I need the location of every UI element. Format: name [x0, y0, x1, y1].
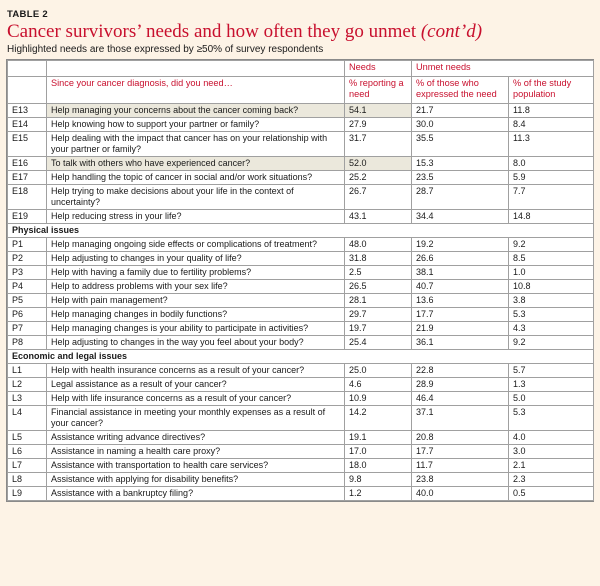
table-row: [8, 336, 594, 350]
table-subtitle: Highlighted needs are those expressed by ≥50% of survey respondents: [7, 44, 324, 55]
row-pct-unmet-expressed: 21.9: [412, 322, 509, 336]
table-row: [8, 445, 594, 459]
row-pct-unmet-expressed: 21.7: [412, 104, 509, 118]
row-pct-unmet-expressed: 34.4: [412, 210, 509, 224]
row-pct-need: 10.9: [345, 392, 412, 406]
table-row: [8, 392, 594, 406]
row-pct-need: 17.0: [345, 445, 412, 459]
row-pct-population: 8.5: [509, 252, 594, 266]
needs-table: [7, 60, 594, 501]
row-question: Financial assistance in meeting your monthly expenses as a result of your cancer?: [47, 406, 345, 431]
table-row: [8, 406, 594, 431]
row-pct-unmet-expressed: 13.6: [412, 294, 509, 308]
table-label: TABLE 2: [7, 9, 48, 20]
row-pct-need: 52.0: [345, 157, 412, 171]
row-pct-population: 14.8: [509, 210, 594, 224]
row-id: L3: [8, 392, 47, 406]
row-pct-unmet-expressed: 40.0: [412, 487, 509, 501]
row-pct-population: 3.0: [509, 445, 594, 459]
table-row: [8, 364, 594, 378]
row-pct-population: 3.8: [509, 294, 594, 308]
row-id: L9: [8, 487, 47, 501]
row-pct-unmet-expressed: 15.3: [412, 157, 509, 171]
table-row: [8, 487, 594, 501]
table-row: [8, 185, 594, 210]
row-pct-need: 25.2: [345, 171, 412, 185]
row-pct-need: 29.7: [345, 308, 412, 322]
row-pct-population: 1.3: [509, 378, 594, 392]
section-title: Economic and legal issues: [8, 350, 594, 364]
row-pct-population: 5.3: [509, 308, 594, 322]
header-empty-question: [47, 61, 345, 77]
table-title-contd: (cont’d): [420, 21, 483, 42]
row-id: L7: [8, 459, 47, 473]
table-row: [8, 378, 594, 392]
row-pct-need: 4.6: [345, 378, 412, 392]
row-pct-need: 26.5: [345, 280, 412, 294]
section-header-row: [8, 350, 594, 364]
row-id: L2: [8, 378, 47, 392]
row-id: L8: [8, 473, 47, 487]
row-pct-unmet-expressed: 38.1: [412, 266, 509, 280]
row-pct-unmet-expressed: 28.9: [412, 378, 509, 392]
row-pct-need: 19.1: [345, 431, 412, 445]
row-pct-unmet-expressed: 28.7: [412, 185, 509, 210]
row-pct-need: 19.7: [345, 322, 412, 336]
row-question: Help managing changes is your ability to participate in activities?: [47, 322, 345, 336]
row-question: Help trying to make decisions about your life in the context of uncertainty?: [47, 185, 345, 210]
table-row: [8, 104, 594, 118]
header-pct-population: % of the study population: [509, 77, 594, 104]
row-pct-need: 25.0: [345, 364, 412, 378]
row-id: E13: [8, 104, 47, 118]
row-pct-need: 2.5: [345, 266, 412, 280]
row-pct-need: 18.0: [345, 459, 412, 473]
table-row: [8, 252, 594, 266]
row-id: L1: [8, 364, 47, 378]
row-id: E15: [8, 132, 47, 157]
row-pct-population: 4.0: [509, 431, 594, 445]
row-pct-unmet-expressed: 36.1: [412, 336, 509, 350]
row-question: Help with life insurance concerns as a result of your cancer?: [47, 392, 345, 406]
row-pct-population: 2.3: [509, 473, 594, 487]
row-question: Help managing your concerns about the cancer coming back?: [47, 104, 345, 118]
row-id: P5: [8, 294, 47, 308]
table-title-text: Cancer survivors’ needs and how often they go unmet: [7, 21, 417, 42]
row-pct-need: 27.9: [345, 118, 412, 132]
row-pct-need: 25.4: [345, 336, 412, 350]
row-id: L4: [8, 406, 47, 431]
row-pct-need: 31.7: [345, 132, 412, 157]
row-id: P2: [8, 252, 47, 266]
row-question: Help dealing with the impact that cancer has on your relationship with your partner or family?: [47, 132, 345, 157]
row-pct-population: 8.0: [509, 157, 594, 171]
row-pct-unmet-expressed: 30.0: [412, 118, 509, 132]
row-pct-need: 28.1: [345, 294, 412, 308]
row-pct-need: 9.8: [345, 473, 412, 487]
row-question: Help reducing stress in your life?: [47, 210, 345, 224]
table-row: [8, 132, 594, 157]
row-pct-unmet-expressed: 17.7: [412, 445, 509, 459]
row-question: Legal assistance as a result of your cancer?: [47, 378, 345, 392]
row-pct-population: 5.7: [509, 364, 594, 378]
table-frame: [6, 59, 594, 502]
row-question: Assistance writing advance directives?: [47, 431, 345, 445]
row-pct-population: 8.4: [509, 118, 594, 132]
row-pct-population: 11.8: [509, 104, 594, 118]
row-pct-unmet-expressed: 23.5: [412, 171, 509, 185]
row-id: P8: [8, 336, 47, 350]
row-question: Help with having a family due to fertility problems?: [47, 266, 345, 280]
row-id: E14: [8, 118, 47, 132]
row-pct-population: 5.0: [509, 392, 594, 406]
row-pct-unmet-expressed: 23.8: [412, 473, 509, 487]
row-pct-unmet-expressed: 20.8: [412, 431, 509, 445]
row-pct-unmet-expressed: 17.7: [412, 308, 509, 322]
row-pct-population: 10.8: [509, 280, 594, 294]
table-row: [8, 238, 594, 252]
row-question: Assistance with a bankruptcy filing?: [47, 487, 345, 501]
header-group-needs: Needs: [345, 61, 412, 77]
table-row: [8, 459, 594, 473]
row-id: E18: [8, 185, 47, 210]
table-row: [8, 210, 594, 224]
row-id: E19: [8, 210, 47, 224]
header-pct-unmet-expressed: % of those who expressed the need: [412, 77, 509, 104]
row-pct-population: 5.9: [509, 171, 594, 185]
row-pct-unmet-expressed: 46.4: [412, 392, 509, 406]
row-pct-population: 2.1: [509, 459, 594, 473]
row-question: Help adjusting to changes in the way you feel about your body?: [47, 336, 345, 350]
section-title: Physical issues: [8, 224, 594, 238]
row-pct-unmet-expressed: 22.8: [412, 364, 509, 378]
section-header-row: [8, 224, 594, 238]
row-question: Assistance in naming a health care proxy?: [47, 445, 345, 459]
row-pct-need: 14.2: [345, 406, 412, 431]
row-pct-population: 0.5: [509, 487, 594, 501]
row-id: P3: [8, 266, 47, 280]
header-group-unmet: Unmet needs: [412, 61, 594, 77]
row-id: P4: [8, 280, 47, 294]
row-pct-need: 31.8: [345, 252, 412, 266]
row-pct-population: 9.2: [509, 336, 594, 350]
row-pct-need: 48.0: [345, 238, 412, 252]
table-row: [8, 171, 594, 185]
header-empty-id: [8, 61, 47, 77]
row-pct-unmet-expressed: 35.5: [412, 132, 509, 157]
table-row: [8, 473, 594, 487]
row-pct-need: 54.1: [345, 104, 412, 118]
header-empty-id-2: [8, 77, 47, 104]
table-row: [8, 294, 594, 308]
row-id: L6: [8, 445, 47, 459]
header-question: Since your cancer diagnosis, did you need…: [47, 77, 345, 104]
table-row: [8, 266, 594, 280]
row-pct-unmet-expressed: 26.6: [412, 252, 509, 266]
row-id: P1: [8, 238, 47, 252]
row-pct-population: 1.0: [509, 266, 594, 280]
row-question: Help knowing how to support your partner or family?: [47, 118, 345, 132]
row-question: Help managing ongoing side effects or complications of treatment?: [47, 238, 345, 252]
row-pct-unmet-expressed: 19.2: [412, 238, 509, 252]
row-question: To talk with others who have experienced cancer?: [47, 157, 345, 171]
table-body: [8, 104, 594, 501]
row-pct-population: 4.3: [509, 322, 594, 336]
row-pct-need: 26.7: [345, 185, 412, 210]
row-id: L5: [8, 431, 47, 445]
row-pct-need: 43.1: [345, 210, 412, 224]
row-question: Assistance with transportation to health care services?: [47, 459, 345, 473]
row-id: E17: [8, 171, 47, 185]
row-question: Help handling the topic of cancer in social and/or work situations?: [47, 171, 345, 185]
row-question: Help with health insurance concerns as a result of your cancer?: [47, 364, 345, 378]
table-row: [8, 118, 594, 132]
row-pct-unmet-expressed: 40.7: [412, 280, 509, 294]
row-question: Assistance with applying for disability benefits?: [47, 473, 345, 487]
table-title: [7, 21, 594, 42]
row-id: P7: [8, 322, 47, 336]
row-pct-need: 1.2: [345, 487, 412, 501]
row-pct-population: 9.2: [509, 238, 594, 252]
row-pct-unmet-expressed: 11.7: [412, 459, 509, 473]
row-pct-population: 5.3: [509, 406, 594, 431]
header-row-columns: [8, 77, 594, 104]
table-row: [8, 280, 594, 294]
row-pct-population: 7.7: [509, 185, 594, 210]
row-id: P6: [8, 308, 47, 322]
row-pct-unmet-expressed: 37.1: [412, 406, 509, 431]
table-row: [8, 157, 594, 171]
table-row: [8, 308, 594, 322]
table-row: [8, 322, 594, 336]
row-question: Help with pain management?: [47, 294, 345, 308]
header-row-groups: [8, 61, 594, 77]
row-pct-population: 11.3: [509, 132, 594, 157]
row-id: E16: [8, 157, 47, 171]
row-question: Help to address problems with your sex life?: [47, 280, 345, 294]
table-row: [8, 431, 594, 445]
row-question: Help managing changes in bodily functions?: [47, 308, 345, 322]
row-question: Help adjusting to changes in your quality of life?: [47, 252, 345, 266]
header-pct-need: % reporting a need: [345, 77, 412, 104]
